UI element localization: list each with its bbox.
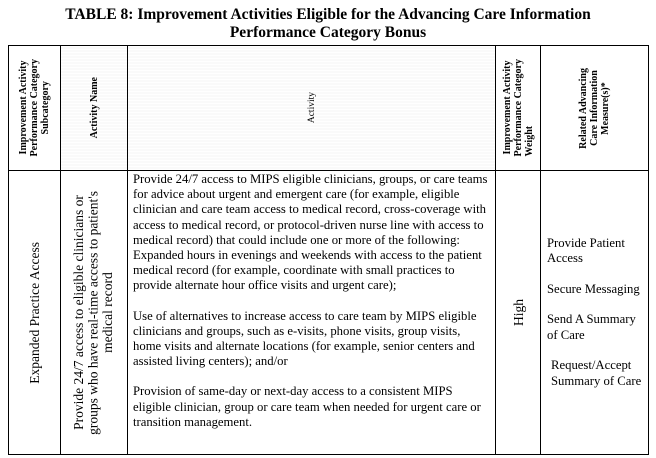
header-weight bbox=[496, 46, 541, 171]
header-activity-name bbox=[61, 46, 128, 171]
cell-activity bbox=[128, 171, 496, 455]
activity-paragraph: Use of alternatives to increase access to care team by MIPS eligible clinicians and groups, such as e-visits, phone visits, group visits, home visits and alternate locations (for example, senior centers and assisted living centers); and/or bbox=[133, 308, 477, 369]
header-subcategory bbox=[9, 46, 61, 171]
header-subcategory-line: Performance Category bbox=[29, 59, 40, 157]
activity-name-line: Provide 24/7 access to eligible clinicians or bbox=[71, 195, 87, 430]
improvement-activities-table bbox=[8, 45, 649, 455]
header-weight-line: Weight bbox=[523, 126, 535, 157]
measure-item: Secure Messaging bbox=[547, 281, 640, 296]
activity-paragraph: Provision of same-day or next-day access to a consistent MIPS eligible clinician, group or care team when needed for urgent care or transition management. bbox=[133, 384, 481, 429]
measure-item: Request/Accept Summary of Care bbox=[551, 358, 642, 388]
subcategory-text: Expanded Practice Access bbox=[27, 241, 42, 384]
table-row bbox=[9, 171, 649, 455]
header-activity-text: Activity bbox=[306, 92, 317, 124]
header-subcategory-line: Subcategory bbox=[40, 81, 51, 135]
cell-weight bbox=[496, 171, 541, 455]
activity-paragraph: Provide 24/7 access to MIPS eligible clinicians, groups, or care teams for advice about urgent and emergent care (for example, eligible clinician and care team access to medical record, cross-coverage with access to medical record, or protocol-driven nurse line with access to medical record) that could include one or more of the following: bbox=[133, 172, 488, 247]
activity-name-line: medical record bbox=[100, 272, 116, 353]
header-measures-line: Care Information bbox=[589, 70, 600, 146]
header-activity-name-text: Activity Name bbox=[88, 77, 100, 139]
header-weight-line: Performance Category bbox=[512, 59, 524, 157]
cell-activity-name bbox=[61, 171, 128, 455]
header-measures-line: Related Advancing bbox=[578, 67, 589, 149]
cell-measures bbox=[541, 171, 649, 455]
table-title-line-2: Performance Category Bonus bbox=[229, 24, 427, 41]
activity-name-line: groups who have real-time access to patient's bbox=[85, 190, 101, 435]
header-weight-line: Improvement Activity bbox=[501, 61, 513, 155]
weight-text: High bbox=[510, 299, 526, 326]
activity-paragraph: Expanded hours in evenings and weekends with access to the patient medical record (for example, coordinate with small practices to provide alternate hour office visits and urgent care); bbox=[133, 248, 482, 293]
table-title-line-1: TABLE 8: Improvement Activities Eligible for the Advancing Care Information bbox=[65, 6, 591, 23]
measure-item: Send A Summary of Care bbox=[547, 312, 636, 342]
header-measures bbox=[541, 46, 649, 171]
cell-subcategory bbox=[9, 171, 61, 455]
header-subcategory-line: Improvement Activity bbox=[18, 61, 29, 155]
header-measures-line: Measure(s)* bbox=[600, 81, 611, 135]
table-header-row bbox=[9, 46, 649, 171]
header-activity bbox=[128, 46, 496, 171]
measure-item: Provide Patient Access bbox=[547, 235, 625, 266]
